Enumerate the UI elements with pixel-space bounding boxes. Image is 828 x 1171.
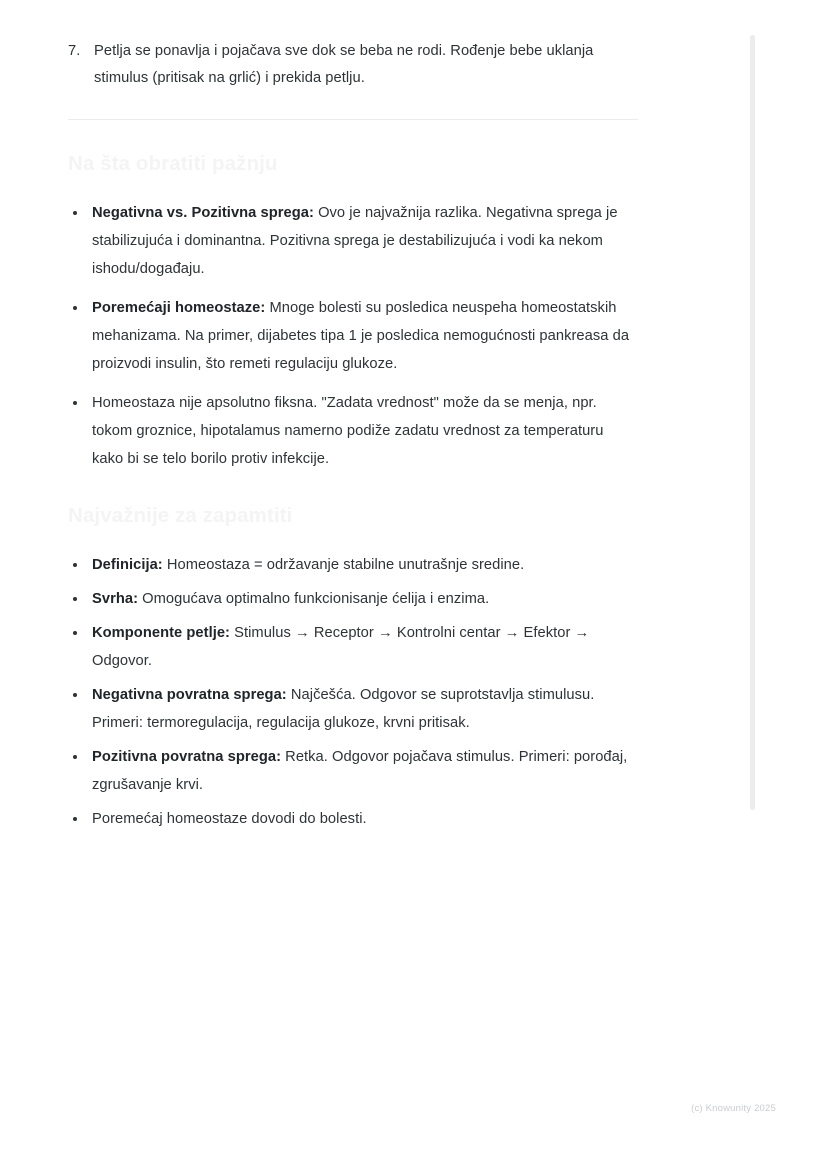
section-heading-key-takeaways: Najvažnije za zapamtiti [68,504,293,527]
bullet-dot-icon [73,755,77,759]
list-item-text: Stimulus → Receptor → Kontrolni centar → Efektor → Odgovor. [92,625,590,669]
ordered-list-item [68,0,638,92]
list-item-text: Poremećaj homeostaze dovodi do bolesti. [92,811,367,827]
list-item [68,389,638,473]
attention-bullet-list [68,199,638,473]
bullet-dot-icon [73,693,77,697]
list-item-lead: Svrha: [92,591,139,607]
list-item-text: Mnoge bolesti su posledica neuspeha homeostatskih mehanizama. Na primer, dijabetes tipa 1 je posledica nemogućnosti pankreasa da proizvodi insulin, što remeti regulaciju glukoze. [92,300,630,372]
section-heading-attention: Na šta obratiti pažnju [68,152,278,175]
bullet-dot-icon [73,563,77,567]
list-item [68,619,638,675]
document-content [68,0,638,839]
list-item-text: Omogućava optimalno funkcionisanje ćelija i enzima. [138,591,490,607]
bullet-dot-icon [73,211,77,215]
ordered-list-text: Petlja se ponavlja i pojačava sve dok se beba ne rodi. Rođenje bebe uklanja stimulus (pritisak na grlić) i prekida petlju. [94,43,594,86]
list-item-lead: Definicija: [92,557,163,573]
list-item-lead: Pozitivna povratna sprega: [92,749,282,765]
key-takeaways-bullet-list [68,551,638,833]
list-item-lead: Poremećaji homeostaze: [92,300,266,316]
list-item-lead: Negativna povratna sprega: [92,687,287,703]
list-item-lead: Komponente petlje: [92,625,230,641]
list-item-lead: Negativna vs. Pozitivna sprega: [92,205,314,221]
ordered-list-marker: 7. [68,43,81,59]
list-item-text: Ovo je najvažnija razlika. Negativna sprega je stabilizujuća i dominantna. Pozitivna sprega je destabilizujuća i vodi ka nekom ishodu/događaju. [92,205,618,277]
list-item [68,681,638,737]
list-item [68,805,638,833]
list-item [68,294,638,378]
list-item [68,199,638,283]
bullet-dot-icon [73,817,77,821]
list-item [68,551,638,579]
bullet-dot-icon [73,401,77,405]
bullet-dot-icon [73,631,77,635]
list-item [68,743,638,799]
list-item-text: Retka. Odgovor pojačava stimulus. Primeri: porođaj, zgrušavanje krvi. [92,749,628,793]
list-item [68,585,638,613]
bullet-dot-icon [73,597,77,601]
bullet-dot-icon [73,306,77,310]
list-item-text: Homeostaza = održavanje stabilne unutrašnje sredine. [162,557,525,573]
list-item-text: Najčešća. Odgovor se suprotstavlja stimulusu. Primeri: termoregulacija, regulacija glukoze, krvni pritisak. [92,687,595,731]
vertical-scrollbar-thumb[interactable] [750,35,755,810]
section-divider [68,119,638,120]
copyright-footer: (c) Knowunity 2025 [691,1103,776,1114]
list-item-text: Homeostaza nije apsolutno fiksna. "Zadata vrednost" može da se menja, npr. tokom groznice, hipotalamus namerno podiže zadatu vrednost za temperaturu kako bi se telo borilo protiv infekcije. [92,395,604,467]
